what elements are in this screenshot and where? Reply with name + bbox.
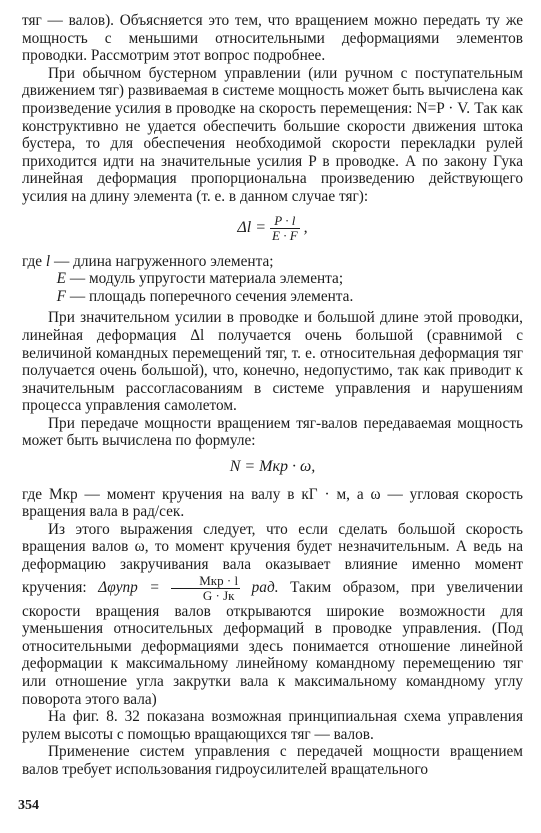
torsion-fraction (171, 574, 240, 603)
definition-E (22, 270, 523, 288)
definition-F (22, 288, 523, 306)
definition-l-text: — длина нагруженного элемента; (54, 252, 274, 270)
paragraph-6 (22, 521, 523, 708)
hooke-numerator: P · l (270, 214, 300, 229)
definition-E-text: — модуль упругости материала элемента; (69, 270, 344, 288)
power-formula: N = Mкр · ω, (229, 458, 316, 476)
definition-l-symbol: l (45, 252, 51, 270)
definition-F-symbol: F (56, 287, 66, 305)
definition-E-symbol: E (56, 270, 66, 288)
torsion-formula (98, 572, 290, 603)
hooke-formula (22, 214, 523, 243)
paragraph-3: При значительном усилии в проводке и большой длине этой проводки, линейная деформация Δl получается очень большой (сравнимой с величиной командных перемещений тяг, т. е. относительная деформация тяг получается очень большой), что, конечно, недопустимо, так как приводит к значительным рассогласованиям в системе управления и нарушениям процесса управления самолетом. (22, 309, 523, 415)
paragraph-5: где Mкр — момент кручения на валу в кГ · м, а ω — угловая скорость вращения вала в рад/сек. (22, 485, 523, 521)
definition-l (22, 253, 523, 271)
paragraph-1: тяг — валов). Объясняется это тем, что вращением можно передать ту же мощность с меньшими относительными деформациями элементов проводки. Рассмотрим этот вопрос подробнее. (22, 12, 523, 65)
definition-intro: где (22, 252, 43, 270)
torsion-lhs: Δφупр = (98, 578, 160, 596)
torsion-unit: рад. (251, 578, 279, 596)
hooke-tail: , (303, 218, 308, 236)
torsion-denominator: G · Jк (202, 587, 235, 603)
paragraph-2: При обычном бустерном управлении (или ручном с поступательным движением тяг) развиваемая в системе мощность может быть вычислена как произведение усилия в проводке на скорость перемещения: N=P · V. Так как конструктивно не удается обеспечить большие скорости движения штока бустера, то для обеспечения необходимой скорости перекладки рулей приходится идти на значительные усилия P в проводке. А по закону Гука линейная деформация пропорциональна произведению действующего усилия на длину элемента (т. е. в данном случае тяг): (22, 64, 523, 205)
definition-list (22, 253, 523, 306)
paragraph-6-end: Таким образом, при увеличении скорости вращения валов открываются широкие возможности для уменьшения относительных деформаций в проводке управления. (Под относительными деформациями здесь понимается отношение линейной деформации к максимальному линейному командному перемещению тяг или отношение угла закрутки вала к максимальному командному углу поворота этого вала) (22, 578, 523, 708)
page-number: 354 (18, 798, 39, 813)
torsion-numerator: Mкр · l (171, 574, 240, 589)
hooke-denominator: E · F (272, 227, 298, 243)
paragraph-7: На фиг. 8. 32 показана возможная принципиальная схема управления рулем высоты с помощью вращающихся тяг — валов. (22, 708, 523, 743)
definition-F-text: — площадь поперечного сечения элемента. (69, 287, 354, 305)
hooke-fraction (270, 214, 300, 243)
paragraph-8: Применение систем управления с передачей мощности вращением валов требует использования гидроусилителей вращательного (22, 743, 523, 778)
paragraph-4: При передаче мощности вращением тяг-валов передаваемая мощность может быть вычислена по формуле: (22, 414, 523, 450)
hooke-lhs: Δl = (237, 218, 266, 236)
paragraph-6-start: Из этого выражения следует, что если сделать большой скорость вращения валов ω, то момент кручения будет незначительным. А ведь на деформацию закручивания вала оказывает влияние именно момент кручения: (22, 520, 523, 596)
